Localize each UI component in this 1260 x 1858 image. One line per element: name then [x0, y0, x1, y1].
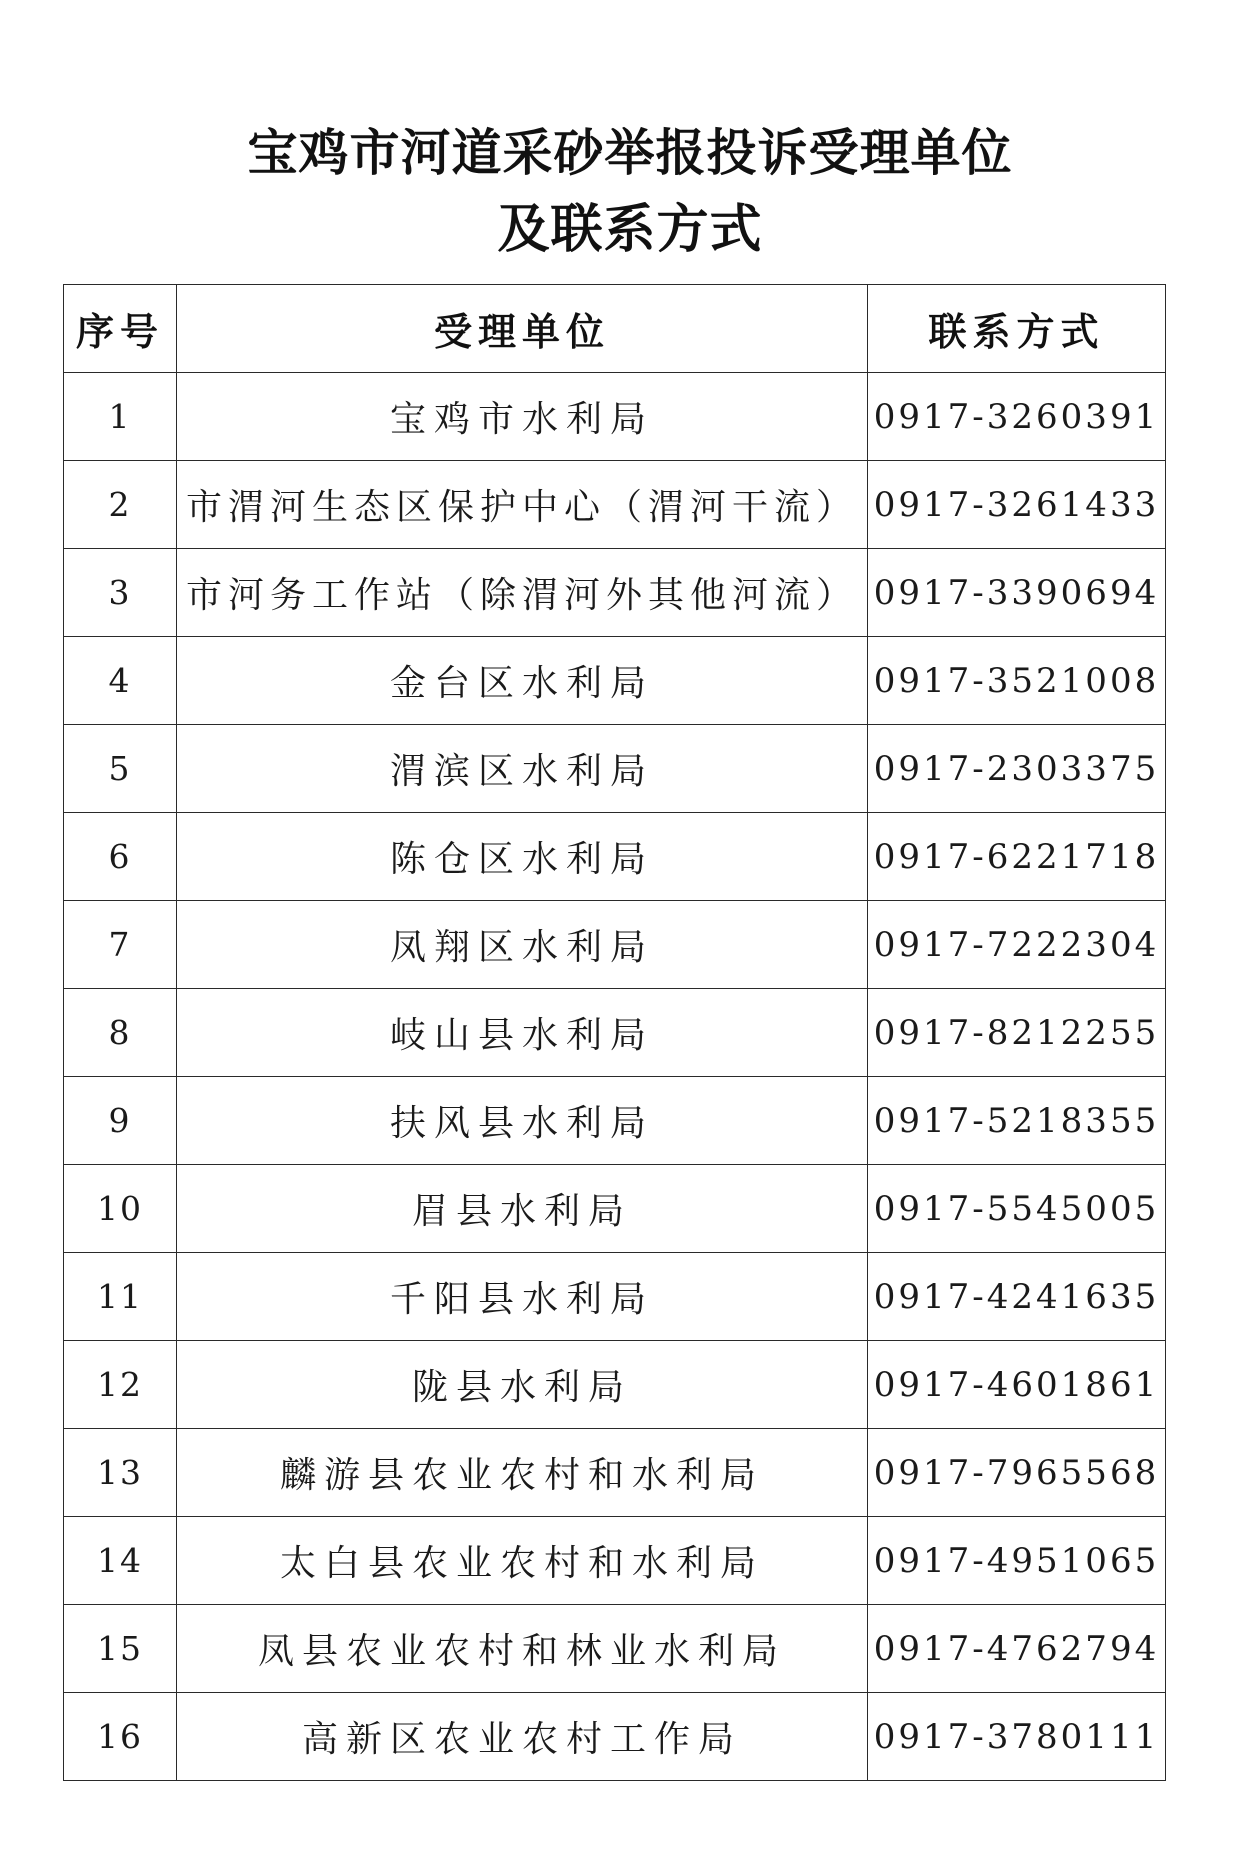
table-row — [64, 1253, 1166, 1341]
header-contact: 联系方式 — [868, 285, 1166, 373]
contacts-table — [63, 284, 1166, 1781]
row-number: 6 — [64, 813, 177, 901]
row-number: 8 — [64, 989, 177, 1077]
header-unit: 受理单位 — [177, 285, 868, 373]
row-phone: 0917-3780111 — [868, 1693, 1166, 1781]
row-number: 12 — [64, 1341, 177, 1429]
row-phone: 0917-3260391 — [868, 373, 1166, 461]
row-unit: 眉县水利局 — [177, 1165, 868, 1253]
table-row — [64, 461, 1166, 549]
table-row — [64, 1517, 1166, 1605]
row-unit: 岐山县水利局 — [177, 989, 868, 1077]
row-unit: 凤县农业农村和林业水利局 — [177, 1605, 868, 1693]
table-row — [64, 989, 1166, 1077]
row-phone: 0917-5545005 — [868, 1165, 1166, 1253]
row-phone: 0917-6221718 — [868, 813, 1166, 901]
row-number: 14 — [64, 1517, 177, 1605]
row-number: 2 — [64, 461, 177, 549]
table-header-row — [64, 285, 1166, 373]
row-unit: 太白县农业农村和水利局 — [177, 1517, 868, 1605]
header-number: 序号 — [64, 285, 177, 373]
row-unit: 千阳县水利局 — [177, 1253, 868, 1341]
row-unit: 凤翔区水利局 — [177, 901, 868, 989]
table-row — [64, 1693, 1166, 1781]
row-phone: 0917-7965568 — [868, 1429, 1166, 1517]
document-subtitle: 及联系方式 — [497, 200, 763, 260]
row-phone: 0917-5218355 — [868, 1077, 1166, 1165]
table-row — [64, 373, 1166, 461]
table-row — [64, 1605, 1166, 1693]
table-row — [64, 1429, 1166, 1517]
row-phone: 0917-4241635 — [868, 1253, 1166, 1341]
row-phone: 0917-7222304 — [868, 901, 1166, 989]
table-row — [64, 813, 1166, 901]
row-number: 3 — [64, 549, 177, 637]
row-phone: 0917-3390694 — [868, 549, 1166, 637]
row-unit: 市河务工作站（除渭河外其他河流） — [177, 549, 868, 637]
table-row — [64, 1077, 1166, 1165]
row-number: 4 — [64, 637, 177, 725]
row-phone: 0917-8212255 — [868, 989, 1166, 1077]
row-number: 9 — [64, 1077, 177, 1165]
row-number: 5 — [64, 725, 177, 813]
row-phone: 0917-2303375 — [868, 725, 1166, 813]
row-unit: 渭滨区水利局 — [177, 725, 868, 813]
document-title: 宝鸡市河道采砂举报投诉受理单位 — [247, 124, 1013, 182]
row-number: 1 — [64, 373, 177, 461]
row-unit: 麟游县农业农村和水利局 — [177, 1429, 868, 1517]
row-unit: 扶风县水利局 — [177, 1077, 868, 1165]
table-row — [64, 1341, 1166, 1429]
row-phone: 0917-3261433 — [868, 461, 1166, 549]
table-row — [64, 1165, 1166, 1253]
row-number: 13 — [64, 1429, 177, 1517]
row-number: 16 — [64, 1693, 177, 1781]
row-phone: 0917-3521008 — [868, 637, 1166, 725]
row-unit: 金台区水利局 — [177, 637, 868, 725]
row-unit: 市渭河生态区保护中心（渭河干流） — [177, 461, 868, 549]
row-number: 10 — [64, 1165, 177, 1253]
row-number: 7 — [64, 901, 177, 989]
row-unit: 宝鸡市水利局 — [177, 373, 868, 461]
table-row — [64, 549, 1166, 637]
row-number: 15 — [64, 1605, 177, 1693]
row-phone: 0917-4951065 — [868, 1517, 1166, 1605]
table-row — [64, 901, 1166, 989]
row-number: 11 — [64, 1253, 177, 1341]
table-row — [64, 637, 1166, 725]
row-unit: 陈仓区水利局 — [177, 813, 868, 901]
row-phone: 0917-4762794 — [868, 1605, 1166, 1693]
row-phone: 0917-4601861 — [868, 1341, 1166, 1429]
table-row — [64, 725, 1166, 813]
row-unit: 高新区农业农村工作局 — [177, 1693, 868, 1781]
row-unit: 陇县水利局 — [177, 1341, 868, 1429]
